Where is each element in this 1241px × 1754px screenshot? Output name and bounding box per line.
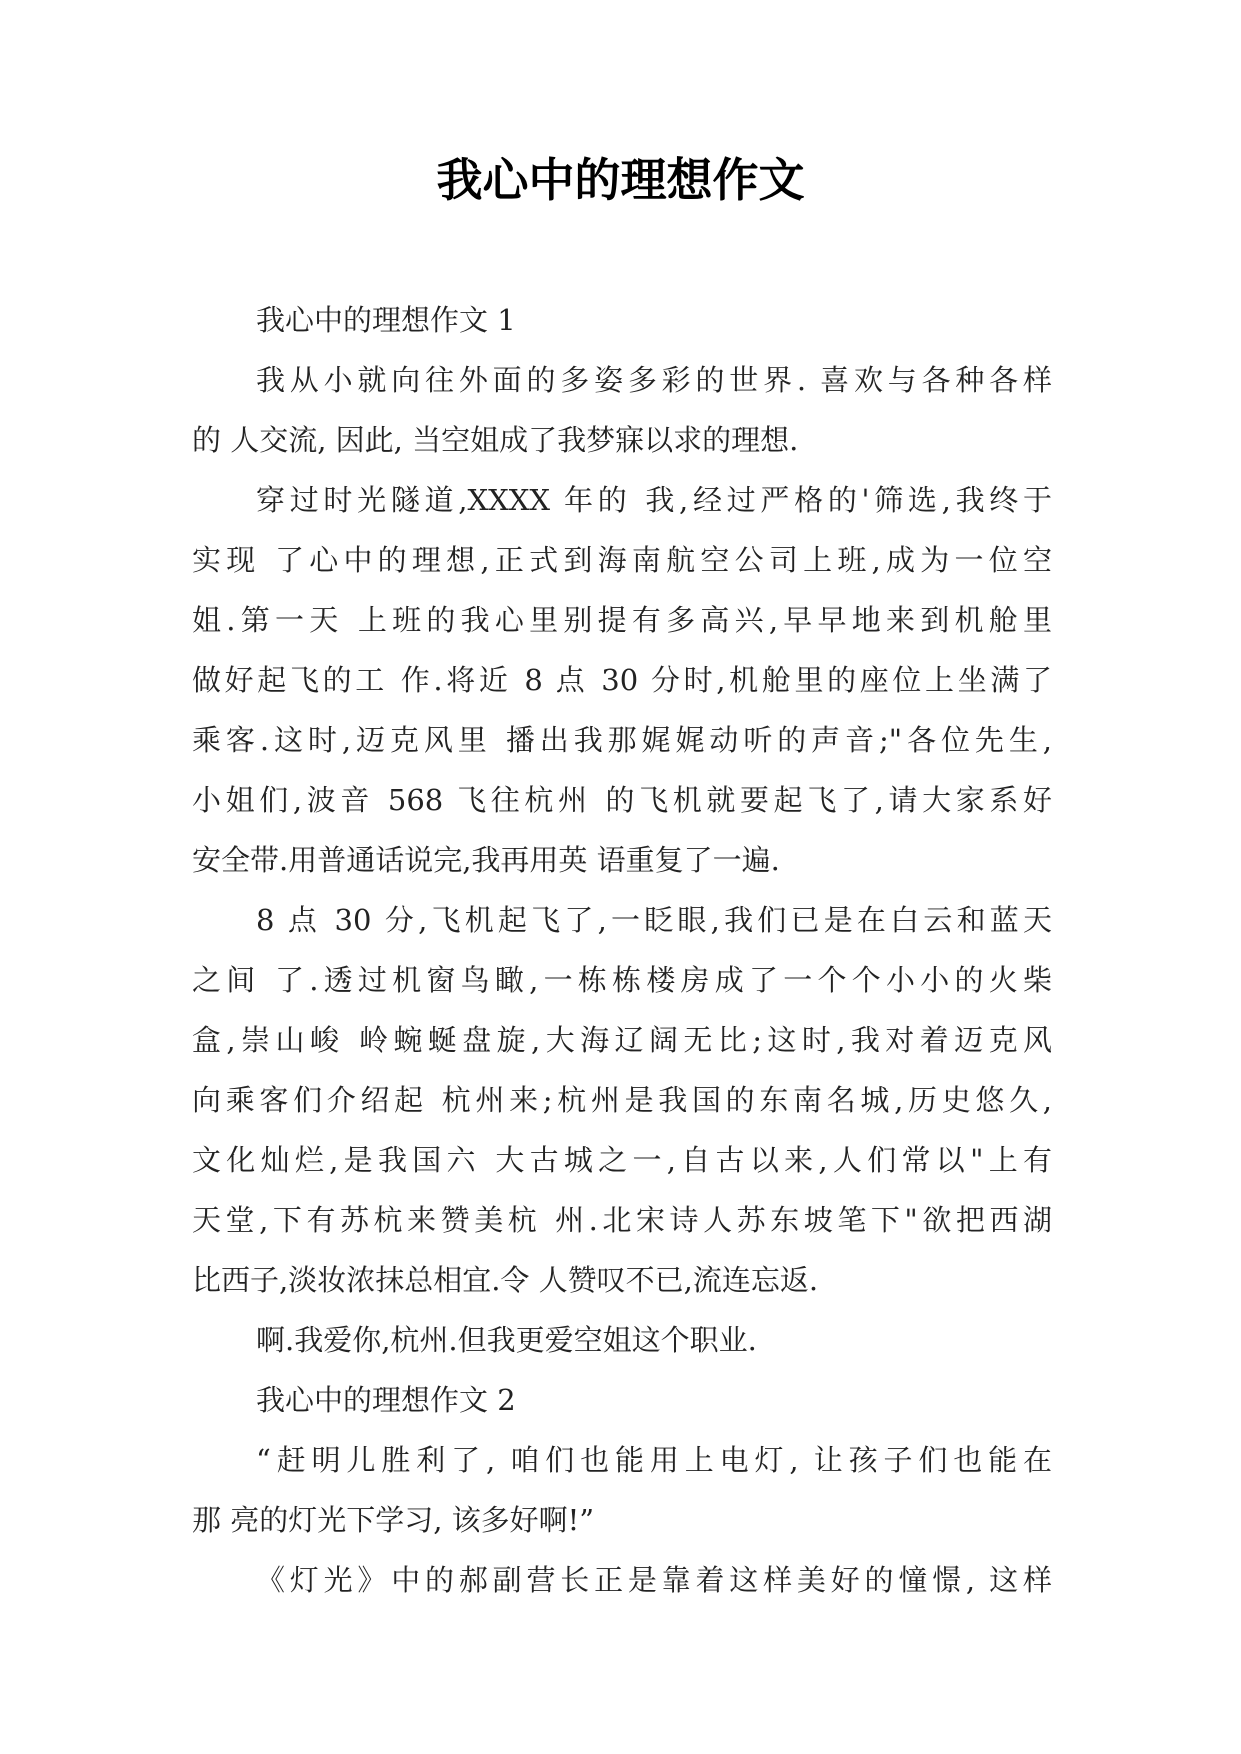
text-line: 天堂,下有苏杭来赞美杭 州.北宋诗人苏东坡笔下"欲把西湖: [192, 1203, 1052, 1237]
text-line: 那 亮的灯光下学习, 该多好啊!”: [192, 1503, 595, 1537]
text-line: “赶明儿胜利了, 咱们也能用上电灯, 让孩子们也能在: [256, 1443, 1052, 1477]
text-line: 穿过时光隧道,XXXX 年的 我,经过严格的'筛选,我终于: [256, 483, 1052, 517]
text-line: 文化灿烂,是我国六 大古城之一,自古以来,人们常以"上有: [192, 1143, 1052, 1177]
text-line: 做好起飞的工 作.将近 8 点 30 分时,机舱里的座位上坐满了: [192, 663, 1052, 697]
text-line: 盒,崇山峻 岭蜿蜒盘旋,大海辽阔无比;这时,我对着迈克风: [192, 1023, 1052, 1057]
text-line: 我心中的理想作文 1: [256, 303, 516, 337]
text-line: 比西子,淡妆浓抹总相宜.令 人赞叹不已,流连忘返.: [192, 1263, 819, 1297]
text-line: 《灯光》中的郝副营长正是靠着这样美好的憧憬, 这样: [256, 1563, 1052, 1597]
text-line: 姐.第一天 上班的我心里别提有多高兴,早早地来到机舱里: [192, 603, 1052, 637]
text-line: 我从小就向往外面的多姿多彩的世界. 喜欢与各种各样: [256, 363, 1052, 397]
text-line: 啊.我爱你,杭州.但我更爱空姐这个职业.: [256, 1323, 757, 1357]
text-line: 安全带.用普通话说完,我再用英 语重复了一遍.: [192, 843, 780, 877]
text-line: 之间 了.透过机窗鸟瞰,一栋栋楼房成了一个个小小的火柴: [192, 963, 1052, 997]
text-line: 实现 了心中的理想,正式到海南航空公司上班,成为一位空: [192, 543, 1052, 577]
text-line: 小姐们,波音 568 飞往杭州 的飞机就要起飞了,请大家系好: [192, 783, 1052, 817]
text-line: 向乘客们介绍起 杭州来;杭州是我国的东南名城,历史悠久,: [192, 1083, 1052, 1117]
text-line: 的 人交流, 因此, 当空姐成了我梦寐以求的理想.: [192, 423, 799, 457]
document-body: [192, 290, 1052, 1610]
text-line: 我心中的理想作文 2: [256, 1383, 516, 1417]
document-title: 我心中的理想作文: [436, 153, 805, 207]
text-line: 乘客.这时,迈克风里 播出我那娓娓动听的声音;"各位先生,: [192, 723, 1052, 757]
text-line: 8 点 30 分,飞机起飞了,一眨眼,我们已是在白云和蓝天: [256, 903, 1052, 937]
